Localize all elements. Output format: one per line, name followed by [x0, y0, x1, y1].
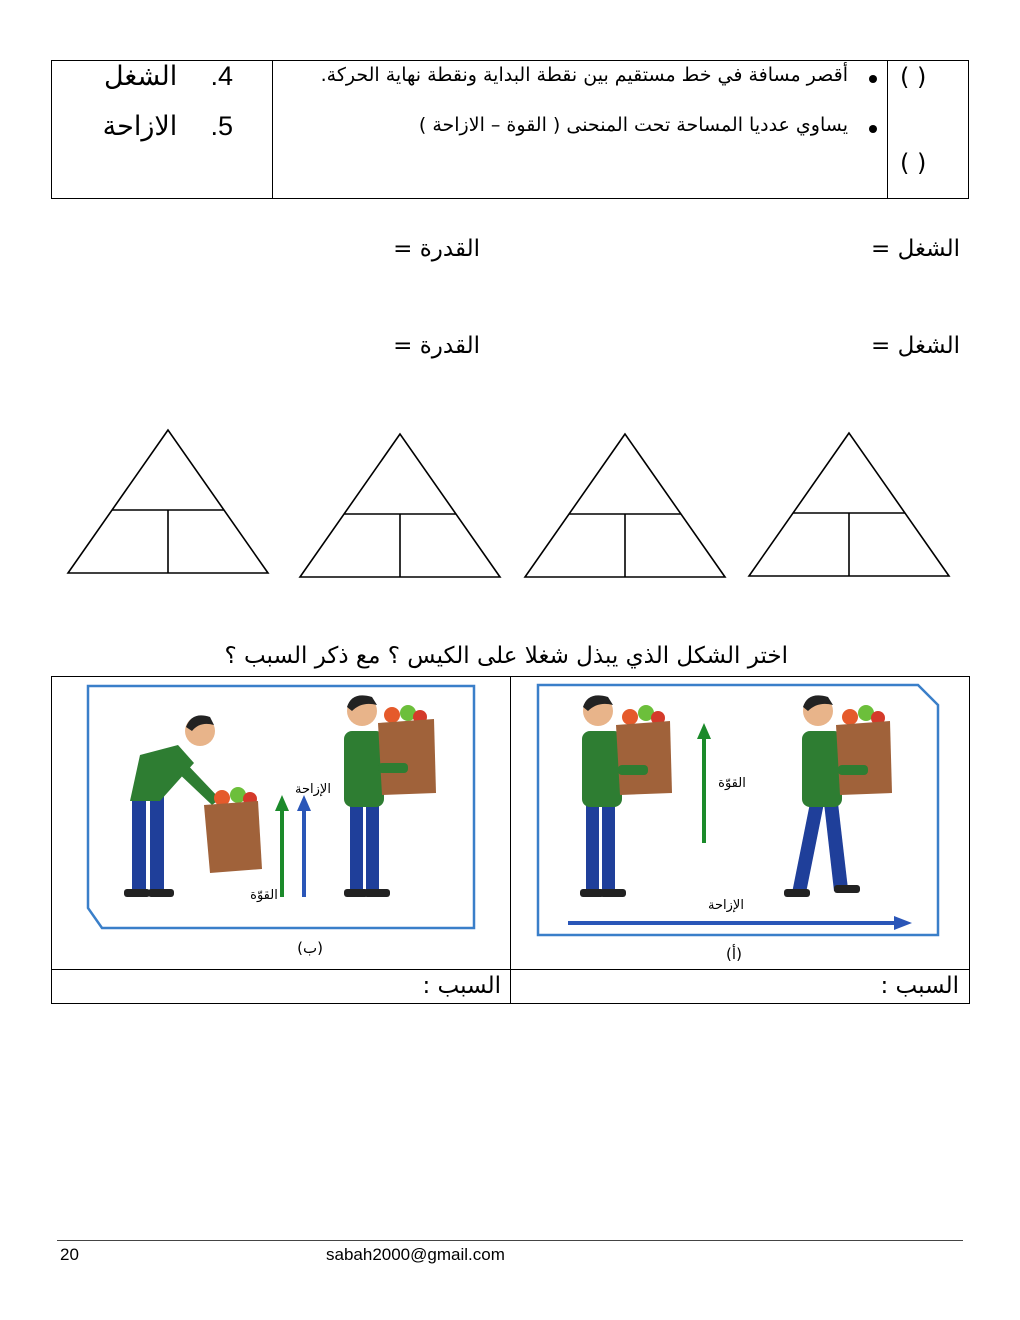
displacement-label: الإزاحة — [708, 898, 744, 913]
choice-number: 4. — [210, 61, 233, 91]
force-label: القوّة — [718, 776, 746, 791]
formula-triangle-1 — [68, 430, 268, 573]
formula-triangle-2 — [300, 434, 500, 577]
formula-triangle-3 — [525, 434, 725, 577]
page-number: 20 — [60, 1245, 79, 1264]
choice-label: الازاحة — [102, 111, 178, 142]
work-formula-2: الشغل = — [870, 333, 960, 359]
power-formula-2: القدرة = — [393, 333, 480, 359]
choice-item-4 — [104, 61, 233, 92]
picture-caption: (ب) — [297, 939, 323, 957]
column-divider — [887, 61, 888, 198]
reason-label-right: السبب : — [880, 973, 959, 999]
pictures-table — [51, 676, 970, 1004]
force-label: القوّة — [250, 888, 278, 903]
choice-item-5 — [103, 111, 233, 142]
bullet-icon — [869, 75, 877, 83]
answer-blank-1[interactable]: ( ) — [900, 63, 927, 91]
power-formula-1: القدرة = — [393, 236, 480, 262]
picture-walking — [534, 683, 944, 965]
answer-blank-2[interactable]: ( ) — [900, 149, 927, 177]
picture-caption: (أ) — [726, 945, 742, 963]
question-text: اختر الشكل الذي يبذل شغلا على الكيس ؟ مع ذكر السبب ؟ — [224, 643, 788, 669]
choice-number: 5. — [210, 111, 233, 141]
statement-2: يساوي عدديا المساحة تحت المنحنى ( القوة – الازاحة ) — [418, 114, 848, 136]
statement-1: أقصر مسافة في خط مستقيم بين نقطة البداية ونقطة نهاية الحركة. — [320, 64, 848, 86]
formula-triangle-4 — [749, 433, 949, 576]
displacement-label: الإزاحة — [295, 782, 331, 797]
bullet-icon — [869, 125, 877, 133]
choice-label: الشغل — [103, 61, 178, 92]
column-divider — [272, 61, 273, 198]
column-divider — [510, 677, 511, 1003]
matching-table — [51, 60, 969, 199]
footer-divider — [57, 1240, 963, 1241]
row-divider — [52, 969, 969, 970]
work-formula-1: الشغل = — [870, 236, 960, 262]
formula-triangles — [0, 420, 1020, 590]
reason-label-left: السبب : — [422, 973, 501, 999]
picture-lifting — [82, 683, 482, 965]
footer-email: sabah2000@gmail.com — [326, 1245, 505, 1264]
